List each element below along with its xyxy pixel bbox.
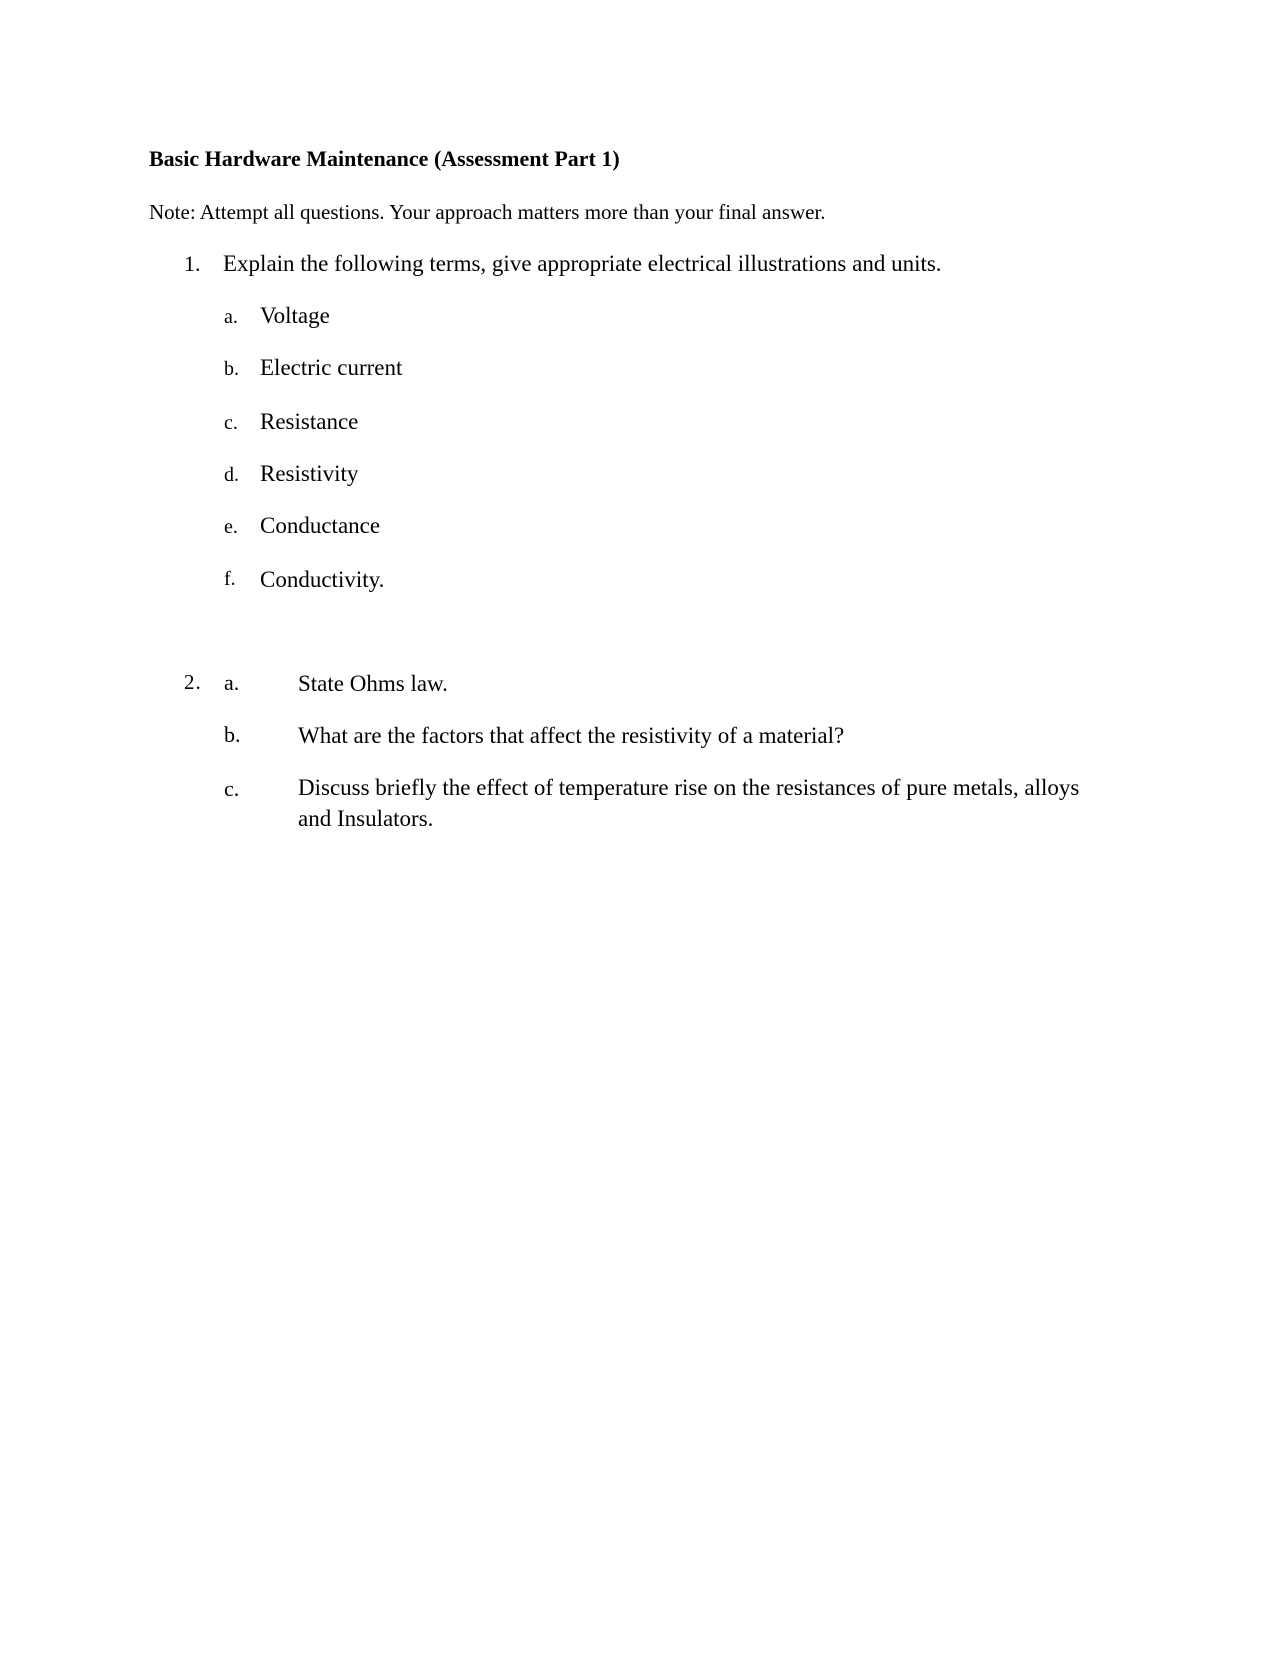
question-2-number: 2. (184, 670, 202, 694)
question-1-item-text: Resistance (260, 409, 359, 434)
question-2-item-text: State Ohms law. (298, 671, 448, 696)
instruction-note: Note: Attempt all questions. Your approach matters more than your final answer. (149, 200, 826, 224)
question-1-item-letter: f. (224, 568, 236, 590)
question-1-item-letter: c. (224, 412, 238, 434)
question-1-text: Explain the following terms, give appropriate electrical illustrations and units. (223, 251, 942, 276)
question-1-item-letter: e. (224, 516, 238, 538)
question-2-item-text: Discuss briefly the effect of temperature rise on the resistances of pure metals, alloys and Insulators. (298, 775, 1080, 831)
question-2-item-letter: b. (224, 722, 241, 747)
question-1-number: 1. (184, 251, 201, 276)
question-1-item-text: Resistivity (260, 461, 359, 486)
question-1-item-letter: a. (224, 306, 238, 328)
question-1-item-letter: d. (224, 464, 239, 486)
question-1-item-text: Voltage (260, 303, 330, 328)
question-2-item-text: What are the factors that affect the resistivity of a material? (298, 723, 845, 748)
question-2-item-letter: a. (224, 670, 240, 695)
question-1-item-text: Electric current (260, 355, 403, 380)
document-title: Basic Hardware Maintenance (Assessment Part 1) (149, 146, 620, 171)
question-1-item-text: Conductivity. (260, 567, 385, 592)
question-2-item-letter: c. (224, 776, 240, 801)
question-1-item-text: Conductance (260, 513, 381, 538)
question-1-item-letter: b. (224, 358, 239, 380)
